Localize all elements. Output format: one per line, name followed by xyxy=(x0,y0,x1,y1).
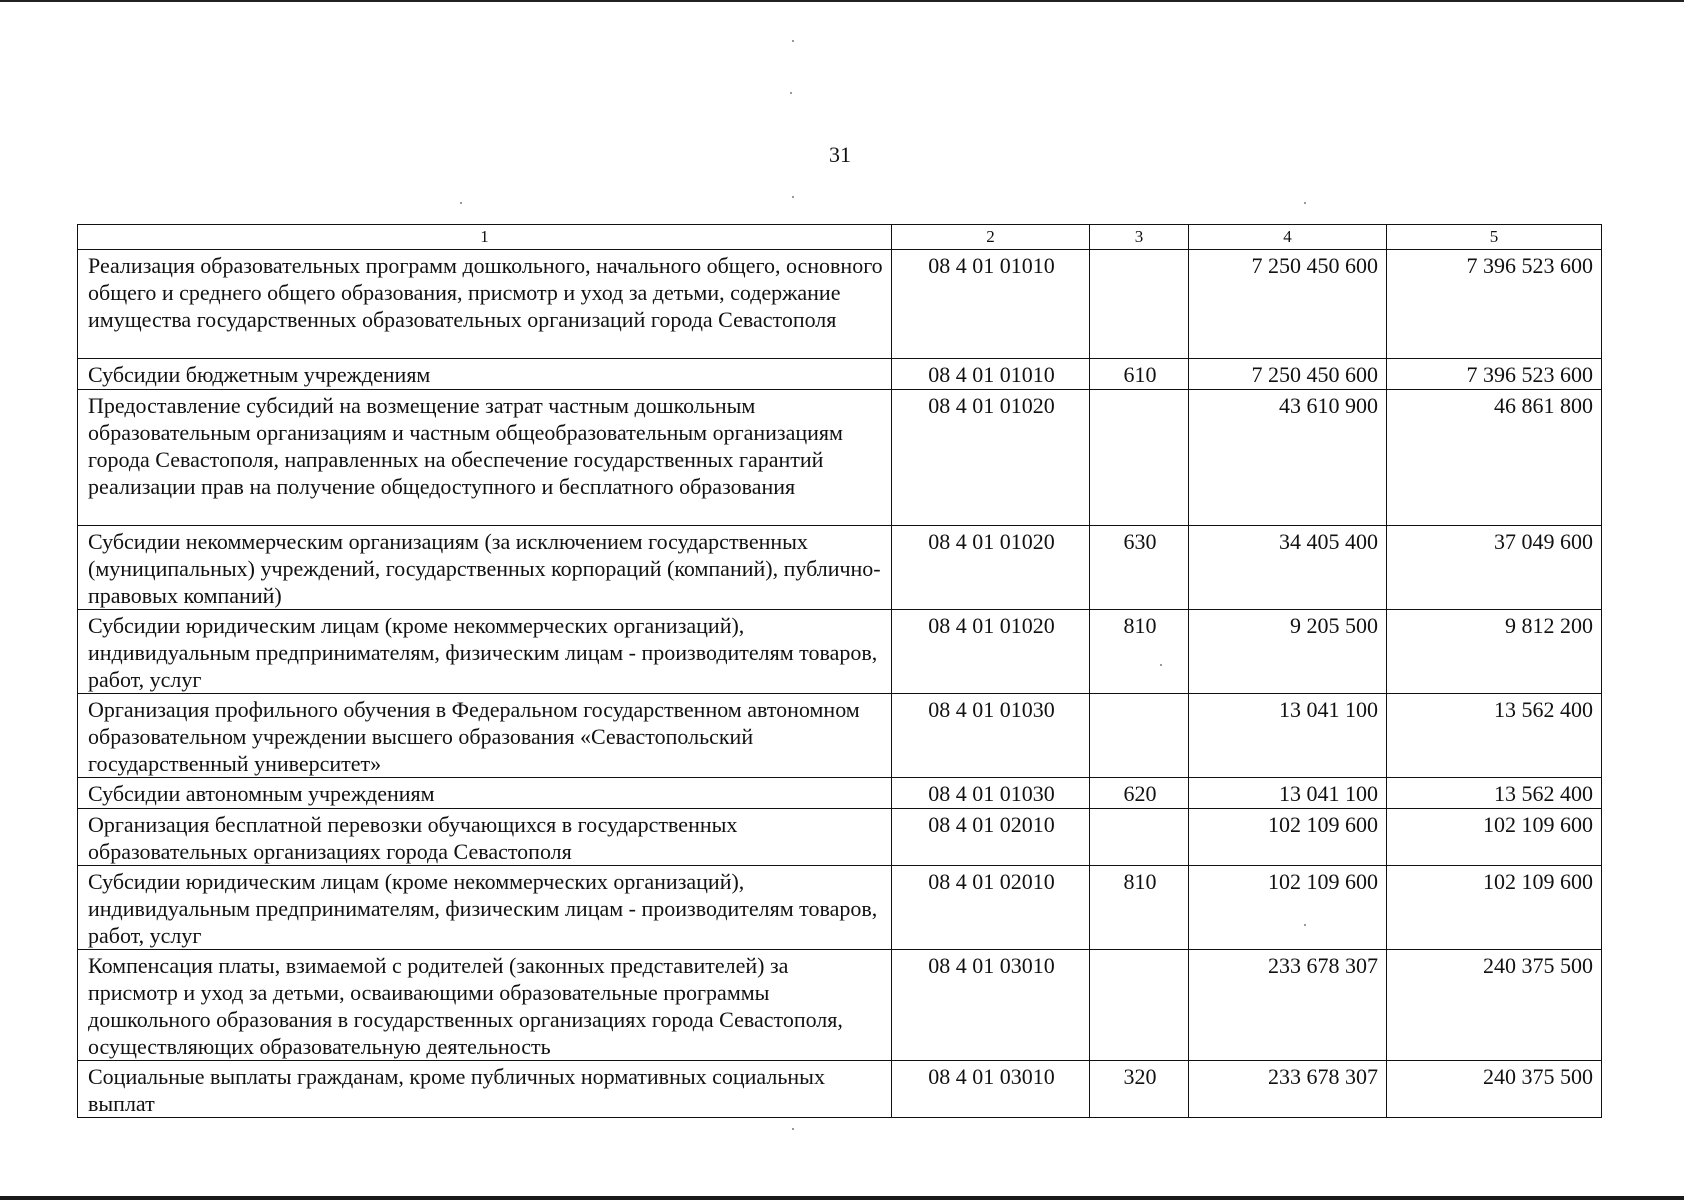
row-value-col4: 9 205 500 xyxy=(1189,610,1387,694)
row-value-col5: 102 109 600 xyxy=(1387,809,1602,866)
row-code: 08 4 01 01010 xyxy=(892,359,1090,390)
row-expense-type xyxy=(1090,250,1189,359)
table-row xyxy=(78,866,1602,950)
column-header-3: 3 xyxy=(1090,225,1189,250)
table-row xyxy=(78,694,1602,778)
table-row xyxy=(78,1061,1602,1118)
row-code: 08 4 01 01020 xyxy=(892,390,1090,526)
row-value-col4: 13 041 100 xyxy=(1189,694,1387,778)
scan-speck xyxy=(792,196,794,198)
row-expense-type: 810 xyxy=(1090,610,1189,694)
row-name: Компенсация платы, взимаемой с родителей (законных представителей) за присмотр и уход за детьми, осваивающими образовательные программы дошкольного образования в государственных организациях города Севастополя, осуществляющих образовательную деятельность xyxy=(78,950,892,1061)
table-row xyxy=(78,809,1602,866)
table-row xyxy=(78,250,1602,359)
row-expense-type xyxy=(1090,694,1189,778)
scan-speck xyxy=(1160,664,1162,666)
row-expense-type xyxy=(1090,390,1189,526)
row-code: 08 4 01 01020 xyxy=(892,610,1090,694)
scan-bottom-edge xyxy=(0,1196,1684,1200)
row-name: Субсидии юридическим лицам (кроме некоммерческих организаций), индивидуальным предпринимателям, физическим лицам - производителям товаров, работ, услуг xyxy=(78,866,892,950)
row-value-col5: 7 396 523 600 xyxy=(1387,250,1602,359)
row-name: Организация профильного обучения в Федеральном государственном автономном образовательном учреждении высшего образования «Севастопольский государственный университет» xyxy=(78,694,892,778)
table-row xyxy=(78,390,1602,526)
row-code: 08 4 01 02010 xyxy=(892,866,1090,950)
column-header-5: 5 xyxy=(1387,225,1602,250)
row-name: Субсидии некоммерческим организациям (за исключением государственных (муниципальных) учреждений, государственных корпораций (компаний), публично-правовых компаний) xyxy=(78,526,892,610)
row-name: Реализация образовательных программ дошкольного, начального общего, основного общего и среднего общего образования, присмотр и уход за детьми, содержание имущества государственных образовательных организаций города Севастополя xyxy=(78,250,892,359)
row-code: 08 4 01 03010 xyxy=(892,950,1090,1061)
row-value-col5: 102 109 600 xyxy=(1387,866,1602,950)
row-expense-type: 610 xyxy=(1090,359,1189,390)
page-number: 31 xyxy=(829,142,851,167)
row-value-col5: 9 812 200 xyxy=(1387,610,1602,694)
scan-speck xyxy=(792,1128,794,1130)
table-row xyxy=(78,950,1602,1061)
column-header-1: 1 xyxy=(78,225,892,250)
row-value-col5: 240 375 500 xyxy=(1387,950,1602,1061)
header-row xyxy=(78,225,1602,250)
table-row xyxy=(78,778,1602,809)
scan-speck xyxy=(792,40,794,42)
column-header-2: 2 xyxy=(892,225,1090,250)
scan-speck xyxy=(1304,202,1306,204)
scan-speck xyxy=(460,202,462,204)
row-value-col5: 46 861 800 xyxy=(1387,390,1602,526)
scan-speck xyxy=(790,92,792,94)
row-name: Субсидии автономным учреждениям xyxy=(78,778,892,809)
row-value-col4: 102 109 600 xyxy=(1189,809,1387,866)
row-value-col5: 13 562 400 xyxy=(1387,778,1602,809)
row-value-col5: 240 375 500 xyxy=(1387,1061,1602,1118)
row-value-col4: 34 405 400 xyxy=(1189,526,1387,610)
row-value-col4: 7 250 450 600 xyxy=(1189,250,1387,359)
row-code: 08 4 01 01030 xyxy=(892,694,1090,778)
budget-table xyxy=(77,224,1602,1118)
row-name: Субсидии юридическим лицам (кроме некоммерческих организаций), индивидуальным предпринимателям, физическим лицам - производителям товаров, работ, услуг xyxy=(78,610,892,694)
scan-speck xyxy=(1304,924,1306,926)
row-expense-type: 620 xyxy=(1090,778,1189,809)
row-value-col4: 233 678 307 xyxy=(1189,950,1387,1061)
table-row xyxy=(78,610,1602,694)
row-expense-type xyxy=(1090,950,1189,1061)
row-expense-type: 810 xyxy=(1090,866,1189,950)
row-code: 08 4 01 02010 xyxy=(892,809,1090,866)
row-value-col4: 102 109 600 xyxy=(1189,866,1387,950)
row-value-col5: 7 396 523 600 xyxy=(1387,359,1602,390)
row-name: Социальные выплаты гражданам, кроме публичных нормативных социальных выплат xyxy=(78,1061,892,1118)
table-row xyxy=(78,526,1602,610)
scan-top-edge xyxy=(0,0,1684,2)
row-value-col5: 13 562 400 xyxy=(1387,694,1602,778)
row-name: Субсидии бюджетным учреждениям xyxy=(78,359,892,390)
row-value-col4: 13 041 100 xyxy=(1189,778,1387,809)
column-header-4: 4 xyxy=(1189,225,1387,250)
row-name: Организация бесплатной перевозки обучающихся в государственных образовательных организациях города Севастополя xyxy=(78,809,892,866)
row-code: 08 4 01 01020 xyxy=(892,526,1090,610)
table-row xyxy=(78,359,1602,390)
row-name: Предоставление субсидий на возмещение затрат частным дошкольным образовательным организациям и частным общеобразовательным организациям города Севастополя, направленных на обеспечение государственных гарантий реализации прав на получение общедоступного и бесплатного образования xyxy=(78,390,892,526)
row-value-col4: 7 250 450 600 xyxy=(1189,359,1387,390)
row-code: 08 4 01 01010 xyxy=(892,250,1090,359)
row-expense-type: 630 xyxy=(1090,526,1189,610)
row-expense-type: 320 xyxy=(1090,1061,1189,1118)
row-expense-type xyxy=(1090,809,1189,866)
row-value-col5: 37 049 600 xyxy=(1387,526,1602,610)
row-code: 08 4 01 01030 xyxy=(892,778,1090,809)
row-value-col4: 43 610 900 xyxy=(1189,390,1387,526)
row-code: 08 4 01 03010 xyxy=(892,1061,1090,1118)
row-value-col4: 233 678 307 xyxy=(1189,1061,1387,1118)
